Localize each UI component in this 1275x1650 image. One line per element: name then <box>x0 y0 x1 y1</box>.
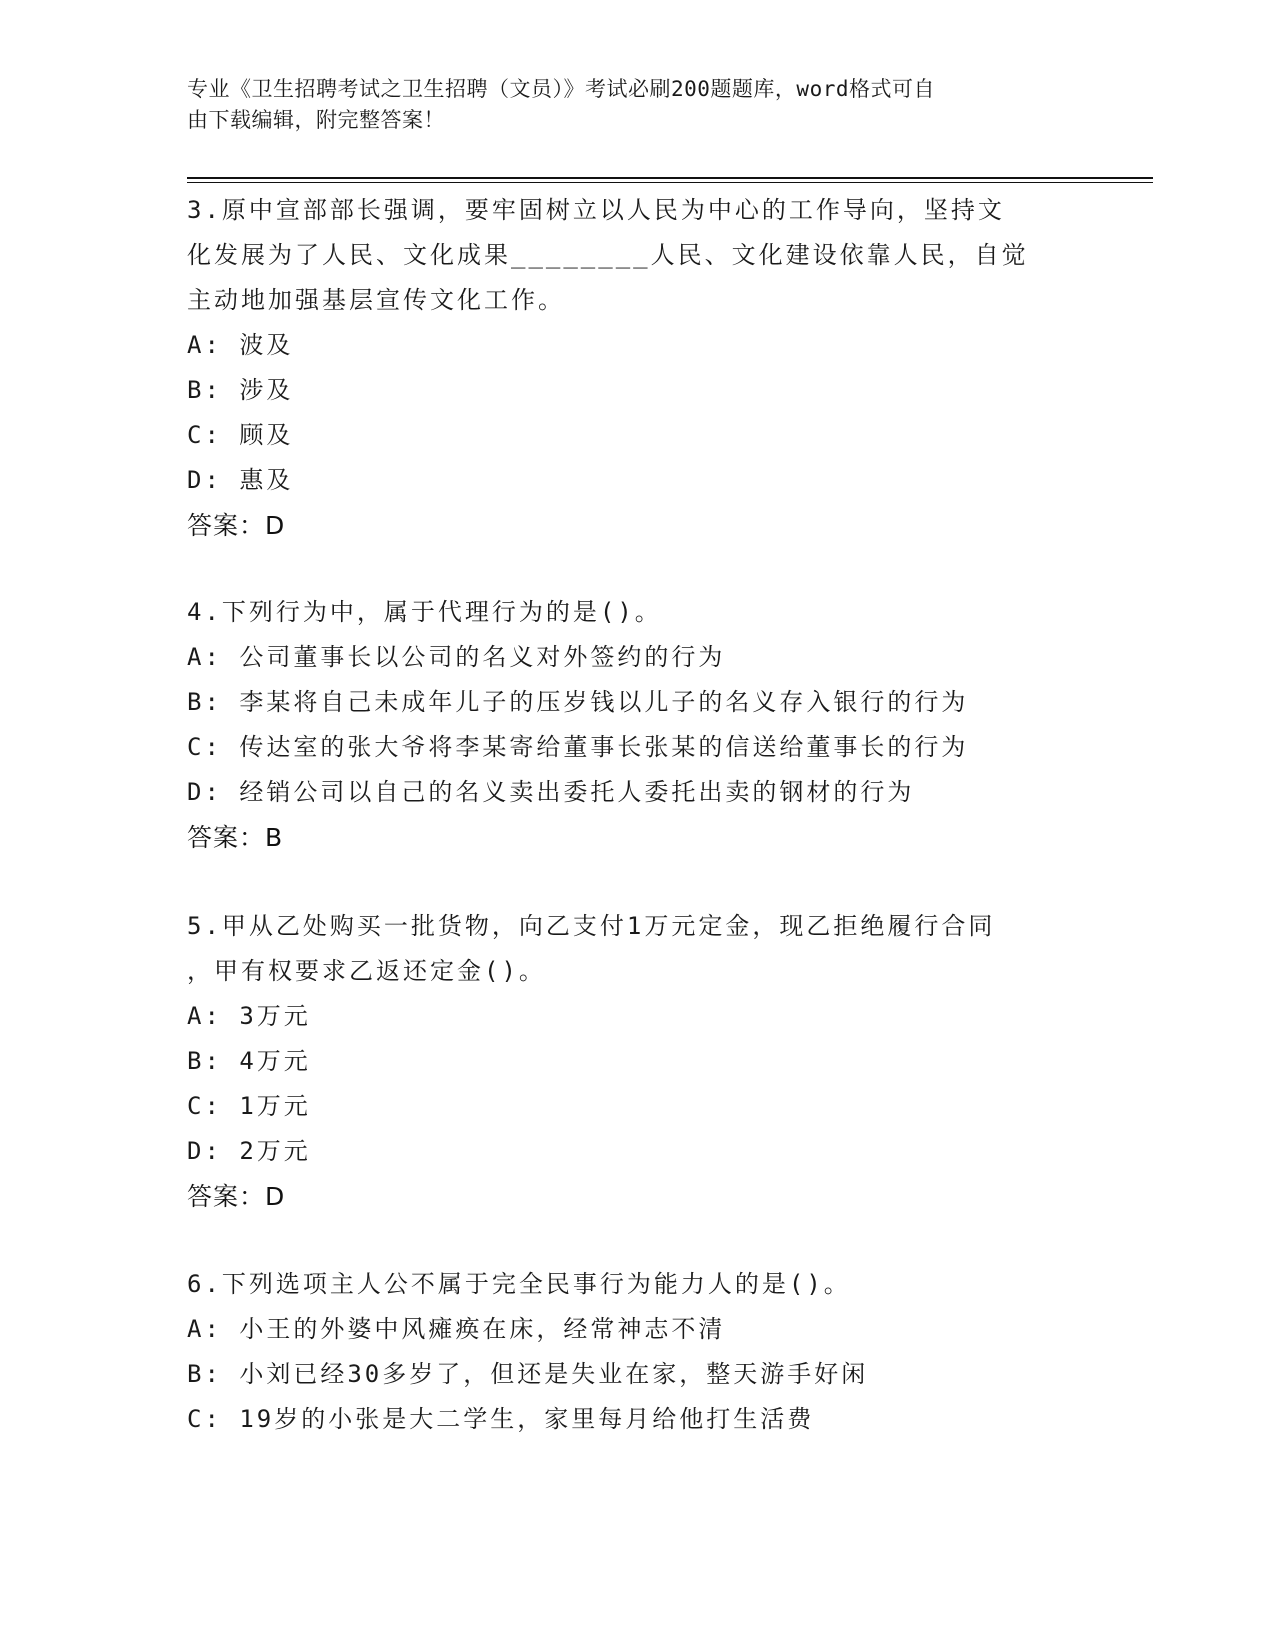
question-text-line: 主动地加强基层宣传文化工作。 <box>187 286 565 314</box>
question-5 <box>187 904 1067 1219</box>
option-b: B: 李某将自己未成年儿子的压岁钱以儿子的名义存入银行的行为 <box>187 688 969 716</box>
option-a: A: 公司董事长以公司的名义对外签约的行为 <box>187 643 726 671</box>
option-d: D: 经销公司以自己的名义卖出委托人委托出卖的钢材的行为 <box>187 778 915 806</box>
option-d: D: 2万元 <box>187 1137 311 1165</box>
header-line-2: 由下载编辑，附完整答案！ <box>187 108 445 132</box>
question-text-line: 3.原中宣部部长强调，要牢固树立以人民为中心的工作导向，坚持文 <box>187 196 1005 224</box>
option-a: A: 3万元 <box>187 1002 311 1030</box>
question-text-line: ，甲有权要求乙返还定金()。 <box>187 957 546 985</box>
answer-line: 答案：D <box>187 511 286 540</box>
question-text-line: 化发展为了人民、文化成果________人民、文化建设依靠人民，自觉 <box>187 241 1029 269</box>
option-a: A: 波及 <box>187 331 294 359</box>
question-text-line: 6.下列选项主人公不属于完全民事行为能力人的是()。 <box>187 1270 851 1298</box>
answer-line: 答案：D <box>187 1182 286 1211</box>
option-c: C: 19岁的小张是大二学生，家里每月给他打生活费 <box>187 1405 815 1433</box>
option-c: C: 顾及 <box>187 421 294 449</box>
question-6 <box>187 1262 1067 1442</box>
question-3 <box>187 188 1067 548</box>
option-d: D: 惠及 <box>187 466 294 494</box>
option-c: C: 传达室的张大爷将李某寄给董事长张某的信送给董事长的行为 <box>187 733 969 761</box>
option-c: C: 1万元 <box>187 1092 311 1120</box>
header-divider-thin <box>187 182 1153 183</box>
answer-line: 答案：B <box>187 823 284 852</box>
header-line-1: 专业《卫生招聘考试之卫生招聘（文员）》考试必刷200题题库，word格式可自 <box>187 77 935 101</box>
question-text-line: 5.甲从乙处购买一批货物，向乙支付1万元定金，现乙拒绝履行合同 <box>187 912 996 940</box>
option-b: B: 4万元 <box>187 1047 311 1075</box>
question-text-line: 4.下列行为中，属于代理行为的是()。 <box>187 598 662 626</box>
option-b: B: 小刘已经30多岁了，但还是失业在家，整天游手好闲 <box>187 1360 869 1388</box>
header-divider-thick <box>187 177 1153 179</box>
option-b: B: 涉及 <box>187 376 294 404</box>
option-a: A: 小王的外婆中风瘫痪在床，经常神志不清 <box>187 1315 726 1343</box>
document-header <box>187 74 1067 136</box>
question-4 <box>187 590 1067 860</box>
